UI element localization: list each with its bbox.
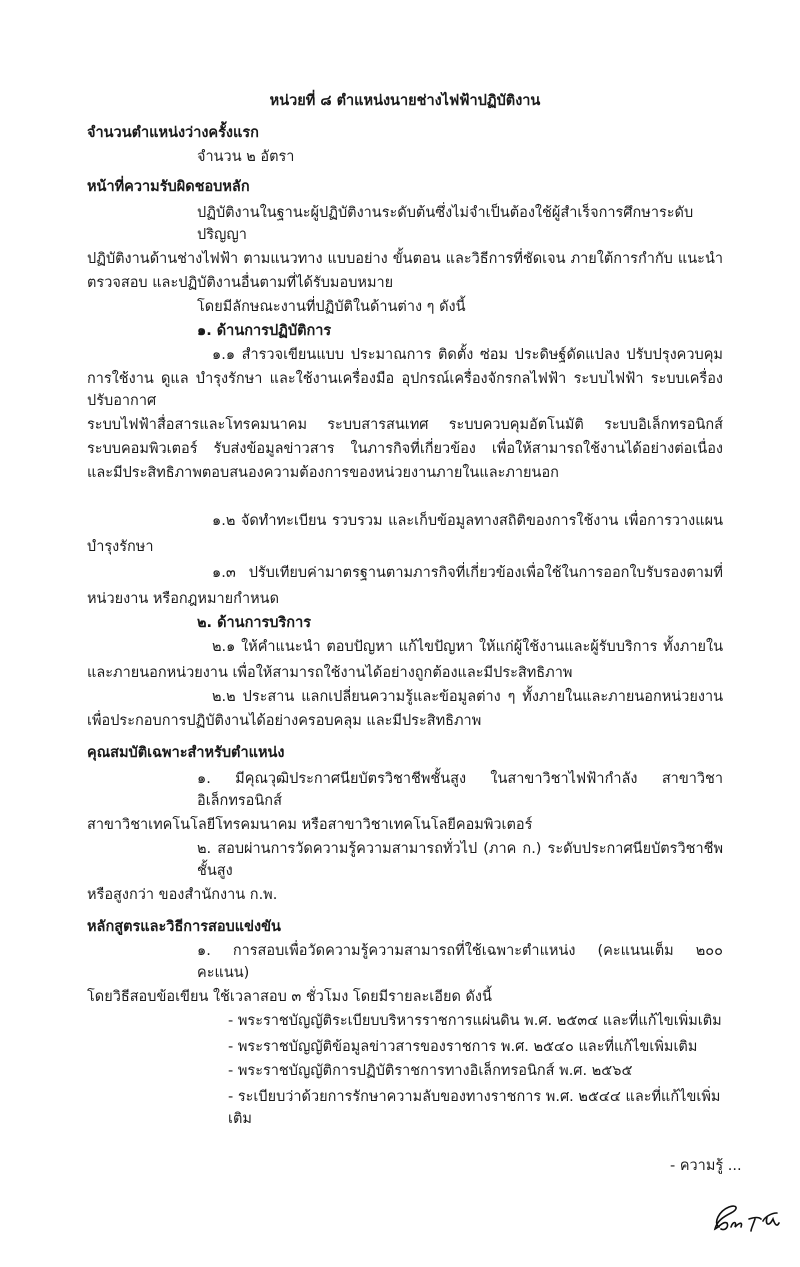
item-1-3-line: หน่วยงาน หรือกฎหมายกำหนด (87, 591, 279, 607)
item-1-1-line: ระบบไฟฟ้าสื่อสารและโทรคมนาคม ระบบสารสนเทศ ระบบควบคุมอัตโนมัติ ระบบอิเล็กทรอนิกส์ (87, 417, 723, 433)
qualifications-heading: คุณสมบัติเฉพาะสำหรับตำแหน่ง (87, 745, 285, 761)
qualification-2-line: หรือสูงกว่า ของสำนักงาน ก.พ. (87, 887, 278, 903)
exam-topic: - พระราชบัญญัติข้อมูลข่าวสารของราชการ พ.ศ. ๒๕๔๐ และที่แก้ไขเพิ่มเติม (228, 1039, 698, 1055)
item-2-1-line: ๒.๑ ให้คำแนะนำ ตอบปัญหา แก้ไขปัญหา ให้แก่ผู้ใช้งานและผู้รับบริการ ทั้งภายใน (212, 639, 723, 655)
duties-heading: หน้าที่ความรับผิดชอบหลัก (87, 179, 250, 195)
qualification-1-line: ๑. มีคุณวุฒิประกาศนียบัตรวิชาชีพชั้นสูง ในสาขาวิชาไฟฟ้ากำลัง สาขาวิชาอิเล็กทรอนิกส์ (197, 771, 723, 809)
exam-topic: - พระราชบัญญัติระเบียบบริหารราชการแผ่นดิน พ.ศ. ๒๕๓๔ และที่แก้ไขเพิ่มเติม (228, 1013, 722, 1029)
signature (705, 1197, 785, 1237)
section-1-heading: ๑. ด้านการปฏิบัติการ (197, 323, 332, 339)
item-1-3-line: ๑.๓ ปรับเทียบค่ามาตรฐานตามภารกิจที่เกี่ยวข้องเพื่อใช้ในการออกใบรับรองตามที่ (212, 565, 723, 581)
duties-intro-line: ปฏิบัติงานด้านช่างไฟฟ้า ตามแนวทาง แบบอย่าง ขั้นตอน และวิธีการที่ชัดเจน ภายใต้การกำกับ แนะนำ (87, 251, 723, 267)
exam-item-1-line: โดยวิธีสอบข้อเขียน ใช้เวลาสอบ ๓ ชั่วโมง โดยมีรายละเอียด ดังนี้ (87, 989, 492, 1005)
vacancy-count: จำนวน ๒ อัตรา (197, 149, 295, 165)
document-title: หน่วยที่ ๘ ตำแหน่งนายช่างไฟฟ้าปฏิบัติงาน (269, 93, 541, 109)
duties-intro-line: ตรวจสอบ และปฏิบัติงานอื่นตามที่ได้รับมอบหมาย (87, 275, 394, 291)
exam-topic: - ระเบียบว่าด้วยการรักษาความลับของทางราชการ พ.ศ. ๒๕๔๔ และที่แก้ไขเพิ่มเติม (228, 1089, 721, 1127)
exam-topic: - พระราชบัญญัติการปฏิบัติราชการทางอิเล็กทรอนิกส์ พ.ศ. ๒๕๖๕ (228, 1063, 633, 1079)
item-1-2-line: ๑.๒ จัดทำทะเบียน รวบรวม และเก็บข้อมูลทางสถิติของการใช้งาน เพื่อการวางแผน (212, 513, 723, 529)
item-1-1-line: และมีประสิทธิภาพตอบสนองความต้องการของหน่วยงานภายในและภายนอก (87, 465, 559, 481)
item-2-2-line: เพื่อประกอบการปฏิบัติงานได้อย่างครอบคลุม และมีประสิทธิภาพ (87, 713, 482, 729)
item-2-1-line: และภายนอกหน่วยงาน เพื่อให้สามารถใช้งานได้อย่างถูกต้องและมีประสิทธิภาพ (87, 665, 573, 681)
item-2-2-line: ๒.๒ ประสาน แลกเปลี่ยนความรู้และข้อมูลต่าง ๆ ทั้งภายในและภายนอกหน่วยงาน (212, 689, 723, 705)
duties-intro-line: ปฏิบัติงานในฐานะผู้ปฏิบัติงานระดับต้นซึ่งไม่จำเป็นต้องใช้ผู้สำเร็จการศึกษาระดับปริญญา (197, 205, 694, 243)
item-1-1-line: ๑.๑ สำรวจเขียนแบบ ประมาณการ ติดตั้ง ซ่อม ประดิษฐ์ดัดแปลง ปรับปรุงควบคุม (212, 347, 723, 363)
exam-heading: หลักสูตรและวิธีการสอบแข่งขัน (87, 919, 281, 935)
item-1-2-line: บำรุงรักษา (87, 539, 154, 555)
item-1-1-line: ระบบคอมพิวเตอร์ รับส่งข้อมูลข่าวสาร ในภารกิจที่เกี่ยวข้อง เพื่อให้สามารถใช้งานได้อย่างต่อเนื่อง (87, 441, 723, 457)
vacancy-heading: จำนวนตำแหน่งว่างครั้งแรก (87, 125, 259, 141)
duties-lead: โดยมีลักษณะงานที่ปฏิบัติในด้านต่าง ๆ ดังนี้ (197, 299, 466, 315)
continuation-marker: - ความรู้ ... (670, 1158, 742, 1174)
item-1-1-line: การใช้งาน ดูแล บำรุงรักษา และใช้งานเครื่องมือ อุปกรณ์เครื่องจักรกลไฟฟ้า ระบบไฟฟ้า ระบบเครื่องปรับอากาศ (87, 371, 723, 409)
qualification-2-line: ๒. สอบผ่านการวัดความรู้ความสามารถทั่วไป (ภาค ก.) ระดับประกาศนียบัตรวิชาชีพชั้นสูง (197, 841, 723, 879)
section-2-heading: ๒. ด้านการบริการ (197, 615, 311, 631)
qualification-1-line: สาขาวิชาเทคโนโลยีโทรคมนาคม หรือสาขาวิชาเทคโนโลยีคอมพิวเตอร์ (87, 817, 533, 833)
exam-item-1-line: ๑. การสอบเพื่อวัดความรู้ความสามารถที่ใช้เฉพาะตำแหน่ง (คะแนนเต็ม ๒๐๐ คะแนน) (197, 943, 723, 981)
